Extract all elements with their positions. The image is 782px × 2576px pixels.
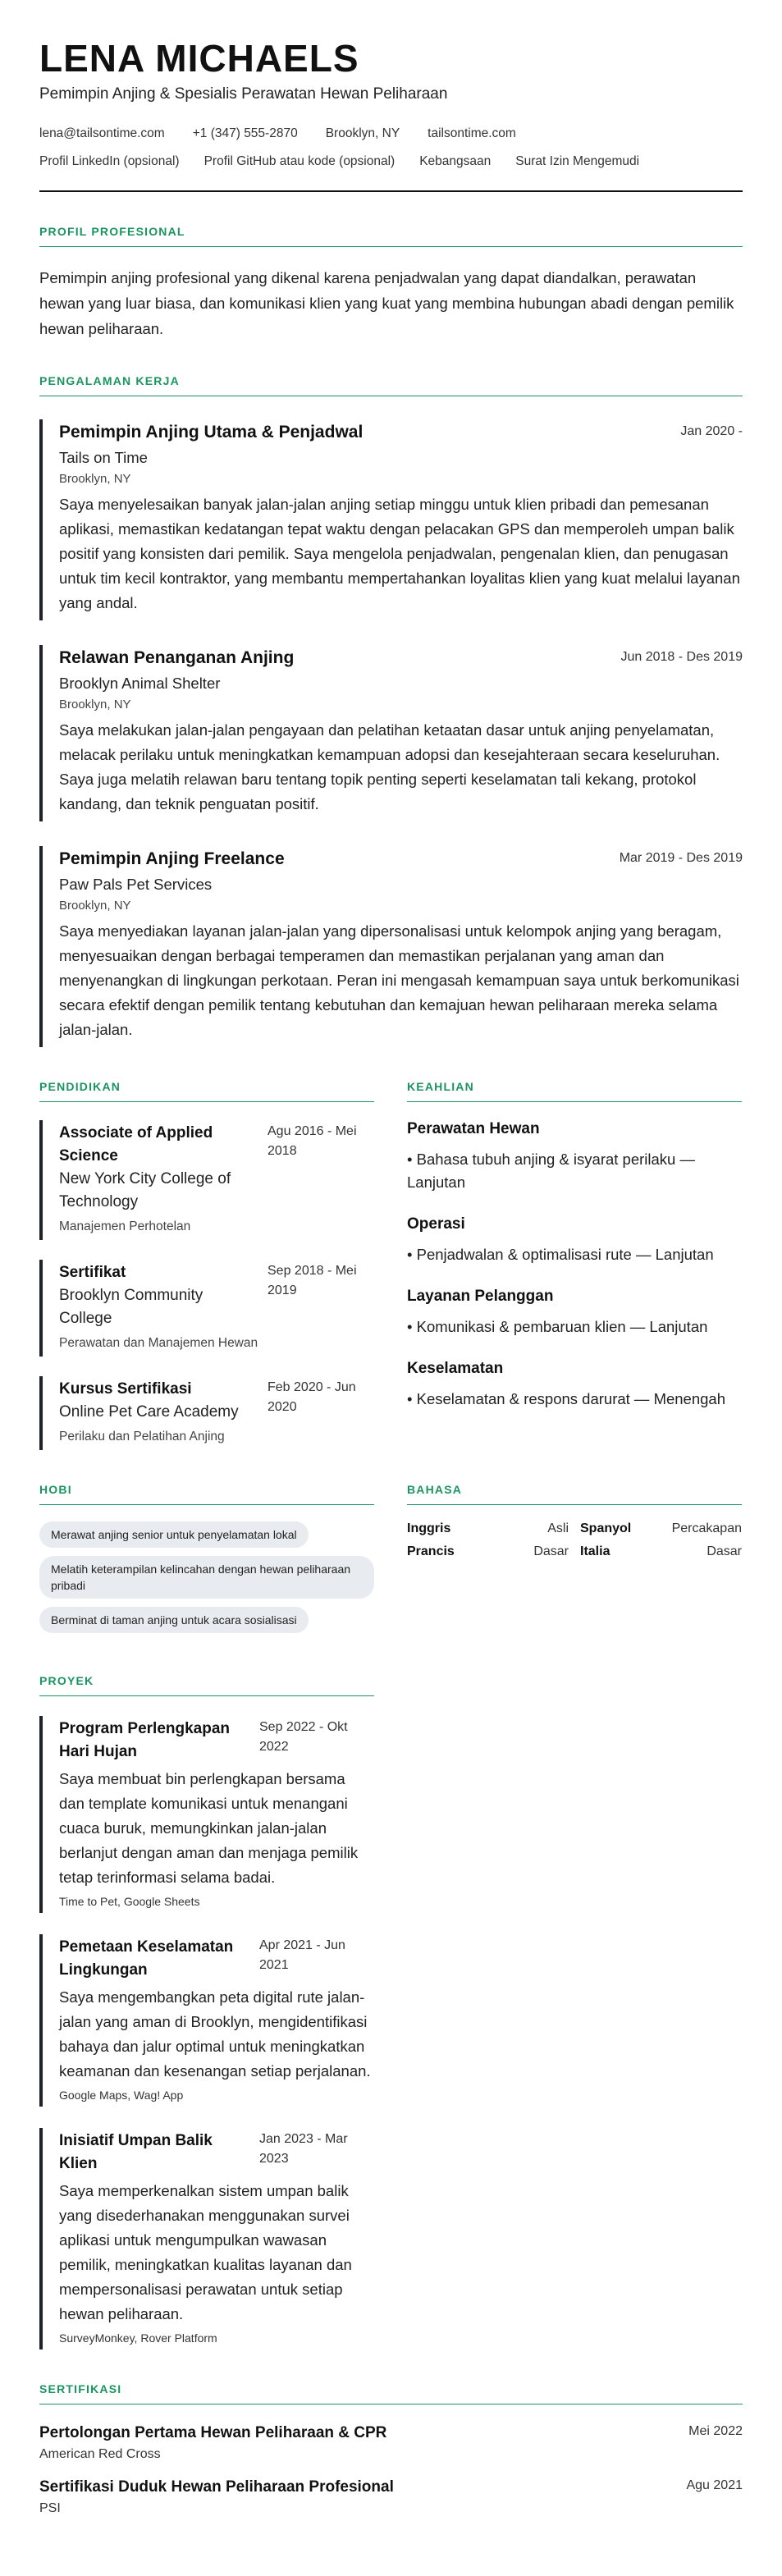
experience-company: Tails on Time: [59, 449, 148, 466]
certification-issuer: PSI: [39, 2501, 61, 2515]
contact-license: Surat Izin Mengemudi: [515, 154, 640, 168]
project-item: [39, 2128, 374, 2350]
education-item: [39, 1120, 374, 1240]
education-date: Agu 2016 - Mei 2018: [268, 1124, 357, 1158]
header-divider: [39, 190, 743, 192]
section-title-skills: KEAHLIAN: [407, 1080, 742, 1102]
project-description: Saya memperkenalkan sistem umpan balik yang disederhanakan menggunakan survei aplikasi untuk mengumpulkan wawasan pemilik, meningkatkan kualitas layanan dan mempersonalisasi perawatan untuk setiap hewan peliharaan.: [59, 2182, 352, 2322]
education-field: Perilaku dan Pelatihan Anjing: [59, 1430, 225, 1444]
languages-section: [407, 1483, 742, 1641]
skill-group: [407, 1288, 742, 1338]
hobby-chip: Melatih keterampilan kelincahan dengan hewan peliharaan pribadi: [39, 1556, 374, 1599]
education-date: Sep 2018 - Mei 2019: [268, 1264, 357, 1297]
language-item: [407, 1544, 569, 1559]
experience-company: Paw Pals Pet Services: [59, 876, 213, 893]
skill-name: Perawatan Hewan: [407, 1120, 540, 1137]
skill-name: Operasi: [407, 1215, 465, 1233]
experience-title: Relawan Penanganan Anjing: [59, 648, 295, 667]
experience-date: Mar 2019 - Des 2019: [619, 851, 743, 865]
experience-description: Saya melakukan jalan-jalan pengayaan dan pelatihan ketaatan dasar untuk anjing penyelamatan, melacak perilaku untuk meningkatkan kemampuan adopsi dan kesejahteraan secara keseluruhan. Saya juga melatih relawan baru tentang topik penting seperti keselamatan tali kekang, protokol kandang, dan teknik penguatan positif.: [59, 721, 720, 812]
hobbies-section: [39, 1483, 374, 1641]
certification-item: [39, 2424, 743, 2462]
certifications-section: [39, 2382, 743, 2516]
certification-name: Pertolongan Pertama Hewan Peliharaan & CPR: [39, 2424, 387, 2441]
skill-item: • Komunikasi & pembaruan klien — Lanjutan: [407, 1318, 708, 1335]
education-item: [39, 1260, 374, 1357]
experience-item: [39, 846, 743, 1047]
experience-item: [39, 419, 743, 620]
education-date: Feb 2020 - Jun 2020: [268, 1380, 356, 1414]
experience-section: [39, 374, 743, 1047]
experience-date: Jan 2020 -: [680, 424, 743, 438]
skill-item: • Keselamatan & respons darurat — Menengah: [407, 1390, 726, 1407]
education-field: Perawatan dan Manajemen Hewan: [59, 1336, 258, 1350]
language-level: Dasar: [533, 1544, 569, 1558]
contact-nationality: Kebangsaan: [419, 154, 492, 168]
profile-summary: Pemimpin anjing profesional yang dikenal karena penjadwalan yang dapat diandalkan, perawatan hewan yang luar biasa, dan komunikasi klien yang kuat yang membina hubungan abadi dengan pemilik hewan peliharaan.: [39, 269, 734, 337]
experience-item: [39, 645, 743, 821]
language-item: [580, 1544, 742, 1559]
skill-group: [407, 1120, 742, 1194]
hobby-chip: Merawat anjing senior untuk penyelamatan lokal: [39, 1521, 309, 1548]
experience-title: Pemimpin Anjing Utama & Penjadwal: [59, 423, 364, 442]
education-school: Online Pet Care Academy: [59, 1403, 239, 1421]
project-item: [39, 1716, 374, 1913]
contact-github[interactable]: Profil GitHub atau kode (opsional): [204, 154, 396, 168]
hobbies-languages-row: [39, 1483, 743, 1641]
language-level: Percakapan: [671, 1521, 742, 1535]
education-school: New York City College of Technology: [59, 1170, 231, 1210]
skill-name: Layanan Pelanggan: [407, 1288, 554, 1305]
project-tech: Google Maps, Wag! App: [59, 2089, 184, 2102]
section-title-profile: PROFIL PROFESIONAL: [39, 225, 743, 247]
education-school: Brooklyn Community College: [59, 1287, 204, 1327]
experience-title: Pemimpin Anjing Freelance: [59, 849, 285, 868]
experience-location: Brooklyn, NY: [59, 698, 131, 711]
section-title-projects: PROYEK: [39, 1674, 374, 1696]
candidate-headline: Pemimpin Anjing & Spesialis Perawatan Hewan Peliharaan: [39, 85, 448, 103]
project-date: Jan 2023 - Mar 2023: [259, 2132, 348, 2166]
contact-location: Brooklyn, NY: [325, 126, 400, 140]
certification-item: [39, 2478, 743, 2516]
resume-header: [39, 36, 743, 192]
experience-description: Saya menyediakan layanan jalan-jalan yang dipersonalisasi untuk kelompok anjing yang beragam, menyesuaikan dengan berbagai temperamen dan memastikan perjalanan yang aman dan menyenangkan di lingkungan perkotaan. Peran ini mengasah kemampuan saya untuk berkomunikasi secara efektif dengan pemilik tentang kebutuhan dan kemajuan hewan peliharaan mereka selama jalan-jalan.: [59, 922, 739, 1038]
experience-location: Brooklyn, NY: [59, 899, 131, 913]
certification-date: Mei 2022: [688, 2424, 743, 2438]
skill-group: [407, 1360, 742, 1411]
project-title: Program Perlengkapan Hari Hujan: [59, 1720, 231, 1760]
language-level: Dasar: [707, 1544, 742, 1558]
experience-description: Saya menyelesaikan banyak jalan-jalan anjing setiap minggu untuk klien pribadi dan pemesanan aplikasi, memastikan kedatangan tepat waktu dengan pelacakan GPS dan memperoleh umpan balik positif yang konsisten dari pemilik. Saya mengelola penjadwalan, pengenalan klien, dan penugasan untuk tim kecil kontraktor, yang membantu mempertahankan loyalitas klien yang kuat melalui layanan yang andal.: [59, 496, 740, 611]
project-date: Sep 2022 - Okt 2022: [259, 1720, 348, 1754]
section-title-experience: PENGALAMAN KERJA: [39, 374, 743, 396]
certification-name: Sertifikasi Duduk Hewan Peliharaan Profesional: [39, 2478, 394, 2496]
section-title-education: PENDIDIKAN: [39, 1080, 374, 1102]
project-title: Inisiatif Umpan Balik Klien: [59, 2132, 213, 2172]
language-list: [407, 1521, 742, 1559]
experience-location: Brooklyn, NY: [59, 472, 131, 486]
skill-item: • Penjadwalan & optimalisasi rute — Lanjutan: [407, 1246, 714, 1263]
project-tech: SurveyMonkey, Rover Platform: [59, 2331, 217, 2345]
contact-website[interactable]: tailsontime.com: [428, 126, 516, 140]
project-description: Saya membuat bin perlengkapan bersama dan template komunikasi untuk menangani cuaca buruk, memungkinkan jalan-jalan berlanjut dengan aman dan menjaga pemilik tetap terinformasi selama badai.: [59, 1770, 359, 1886]
language-name: Spanyol: [580, 1521, 632, 1535]
contact-phone[interactable]: +1 (347) 555-2870: [192, 126, 298, 140]
education-degree: Kursus Sertifikasi: [59, 1380, 192, 1398]
project-title: Pemetaan Keselamatan Lingkungan: [59, 1938, 234, 1979]
skills-section: [407, 1080, 742, 1450]
language-item: [407, 1521, 569, 1536]
experience-company: Brooklyn Animal Shelter: [59, 675, 221, 692]
project-item: [39, 1934, 374, 2107]
skill-group: [407, 1215, 742, 1266]
candidate-name: LENA MICHAELS: [39, 37, 359, 80]
language-name: Italia: [580, 1544, 611, 1558]
education-skills-row: [39, 1080, 743, 1450]
profile-section: [39, 225, 743, 341]
section-title-certifications: SERTIFIKASI: [39, 2382, 743, 2404]
contact-email[interactable]: lena@tailsontime.com: [39, 126, 165, 140]
projects-section: [39, 1674, 743, 2350]
skill-name: Keselamatan: [407, 1360, 504, 1377]
hobby-list: [39, 1521, 374, 1641]
language-level: Asli: [547, 1521, 569, 1535]
education-section: [39, 1080, 374, 1450]
section-title-hobbies: HOBI: [39, 1483, 374, 1505]
certification-date: Agu 2021: [686, 2478, 743, 2492]
language-item: [580, 1521, 742, 1536]
section-title-languages: BAHASA: [407, 1483, 742, 1505]
language-name: Inggris: [407, 1521, 451, 1535]
education-degree: Associate of Applied Science: [59, 1124, 213, 1164]
education-degree: Sertifikat: [59, 1264, 126, 1281]
language-name: Prancis: [407, 1544, 455, 1558]
project-date: Apr 2021 - Jun 2021: [259, 1938, 345, 1972]
certification-issuer: American Red Cross: [39, 2447, 161, 2461]
contact-linkedin[interactable]: Profil LinkedIn (opsional): [39, 154, 180, 168]
project-description: Saya mengembangkan peta digital rute jalan-jalan yang aman di Brooklyn, mengidentifikasi bahaya dan jalur optimal untuk meningkatkan keamanan dan kesenangan setiap perjalanan.: [59, 1988, 371, 2080]
education-field: Manajemen Perhotelan: [59, 1219, 191, 1233]
hobby-chip: Berminat di taman anjing untuk acara sosialisasi: [39, 1607, 309, 1633]
experience-date: Jun 2018 - Des 2019: [620, 650, 743, 664]
contact-row-secondary: [39, 151, 743, 172]
project-tech: Time to Pet, Google Sheets: [59, 1895, 200, 1908]
skill-item: • Bahasa tubuh anjing & isyarat perilaku — Lanjutan: [407, 1151, 695, 1191]
contact-row: [39, 123, 743, 144]
education-item: [39, 1376, 374, 1450]
